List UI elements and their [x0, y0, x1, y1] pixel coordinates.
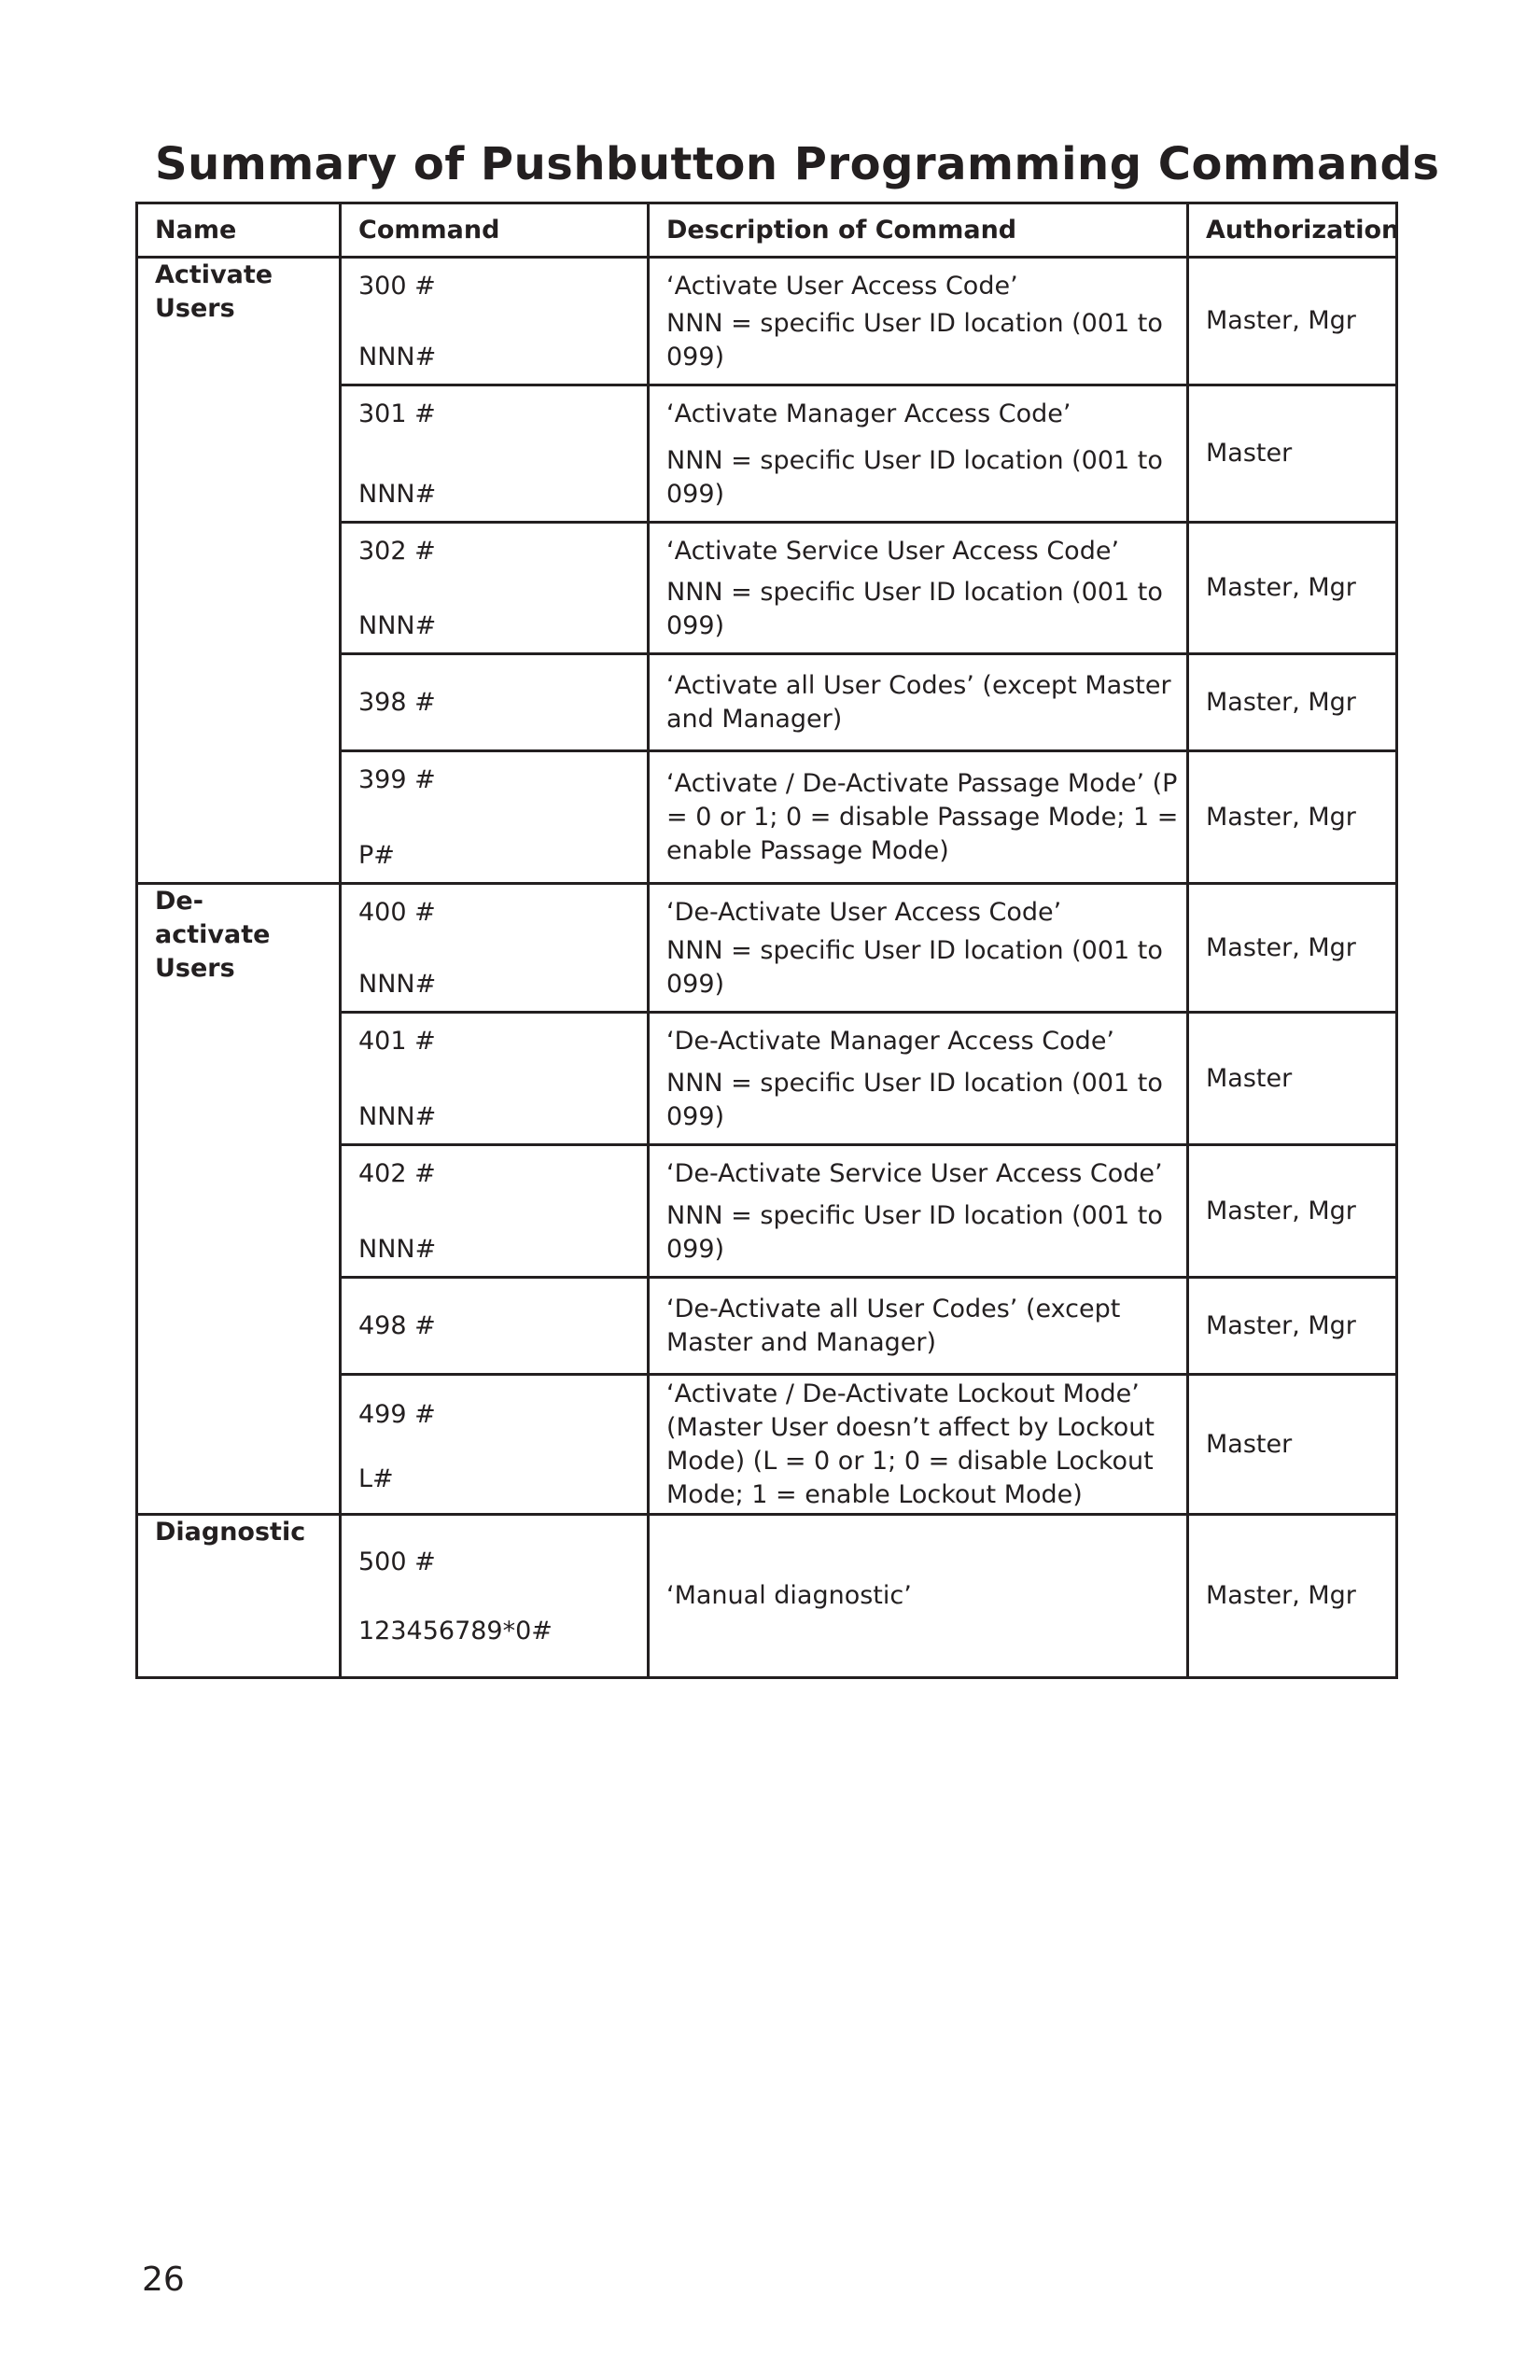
command-code: 402 # [358, 1159, 436, 1188]
group-activate-users: Activate Users [137, 258, 341, 884]
description-cell [649, 1013, 1188, 1145]
command-code: 401 # [358, 1027, 436, 1056]
table-row [137, 1515, 1397, 1678]
command-cell [341, 523, 649, 654]
page-title: Summary of Pushbutton Programming Commands [155, 138, 1440, 190]
authorization-cell: Master, Mgr [1188, 654, 1397, 751]
description-cell [649, 1278, 1188, 1375]
description-text: ‘Activate all User Codes’ (except Master and Manager) [666, 670, 1171, 734]
description-detail: NNN = specific User ID location (001 to 099) [666, 578, 1163, 640]
description-text: ‘Manual diagnostic’ [666, 1581, 912, 1610]
description-cell [649, 258, 1188, 385]
command-parameter: NNN# [358, 343, 437, 371]
command-cell [341, 1515, 649, 1678]
header-command: Command [341, 203, 649, 258]
command-code: 399 # [358, 765, 436, 794]
description-cell [649, 385, 1188, 523]
authorization-cell: Master, Mgr [1188, 1515, 1397, 1678]
command-code: 498 # [358, 1310, 436, 1340]
description-title: ‘Activate Manager Access Code’ [666, 399, 1071, 428]
group-diagnostic: Diagnostic [137, 1515, 341, 1678]
table-row [137, 258, 1397, 385]
command-cell [341, 751, 649, 884]
description-title: ‘De-Activate User Access Code’ [666, 898, 1062, 927]
command-cell [341, 1375, 649, 1515]
command-cell [341, 1278, 649, 1375]
command-cell [341, 884, 649, 1013]
authorization-cell: Master, Mgr [1188, 523, 1397, 654]
commands-table [135, 202, 1398, 1679]
description-cell [649, 654, 1188, 751]
command-parameter: NNN# [358, 480, 437, 509]
command-code: 398 # [358, 687, 436, 717]
command-code: 500 # [358, 1547, 436, 1576]
authorization-cell: Master, Mgr [1188, 1145, 1397, 1278]
command-code: 302 # [358, 537, 436, 566]
command-code: 301 # [358, 399, 436, 428]
header-name: Name [137, 203, 341, 258]
command-parameter: P# [358, 841, 395, 870]
authorization-cell: Master [1188, 385, 1397, 523]
command-parameter: NNN# [358, 1102, 437, 1131]
description-title: ‘De-Activate Manager Access Code’ [666, 1027, 1115, 1056]
header-description: Description of Command [649, 203, 1188, 258]
description-detail: NNN = specific User ID location (001 to 099) [666, 309, 1163, 371]
description-cell [649, 1375, 1188, 1515]
description-cell [649, 884, 1188, 1013]
authorization-cell: Master, Mgr [1188, 884, 1397, 1013]
table-header-row [137, 203, 1397, 258]
description-cell [649, 523, 1188, 654]
command-code: 499 # [358, 1400, 436, 1429]
command-cell [341, 1145, 649, 1278]
page-number: 26 [142, 2261, 185, 2299]
description-text: ‘Activate / De-Activate Lockout Mode’ (Master User doesn’t affect by Lockout Mode) (L = 0 or 1; 0 = disable Lockout Mode; 1 = enable Lockout Mode) [666, 1379, 1155, 1509]
description-detail: NNN = specific User ID location (001 to 099) [666, 1069, 1163, 1131]
authorization-cell: Master [1188, 1375, 1397, 1515]
description-detail: NNN = specific User ID location (001 to 099) [666, 1201, 1163, 1264]
description-text: ‘Activate / De-Activate Passage Mode’ (P = 0 or 1; 0 = disable Passage Mode; 1 = enable Passage Mode) [666, 768, 1179, 865]
description-text: ‘De-Activate all User Codes’ (except Master and Manager) [666, 1294, 1121, 1357]
authorization-cell: Master, Mgr [1188, 751, 1397, 884]
command-cell [341, 258, 649, 385]
description-title: ‘Activate User Access Code’ [666, 272, 1018, 301]
authorization-cell: Master, Mgr [1188, 1278, 1397, 1375]
command-parameter: L# [358, 1464, 394, 1493]
command-parameter: NNN# [358, 1235, 437, 1264]
table-row [137, 884, 1397, 1013]
command-cell [341, 385, 649, 523]
description-cell [649, 751, 1188, 884]
command-parameter: NNN# [358, 970, 437, 999]
description-cell [649, 1145, 1188, 1278]
description-title: ‘Activate Service User Access Code’ [666, 537, 1120, 566]
command-parameter: 123456789*0# [358, 1617, 553, 1645]
command-cell [341, 654, 649, 751]
description-detail: NNN = specific User ID location (001 to 099) [666, 446, 1163, 509]
command-cell [341, 1013, 649, 1145]
command-parameter: NNN# [358, 611, 437, 640]
authorization-cell: Master [1188, 1013, 1397, 1145]
description-detail: NNN = specific User ID location (001 to 099) [666, 936, 1163, 999]
header-authorization: Authorization [1188, 203, 1397, 258]
description-cell [649, 1515, 1188, 1678]
authorization-cell: Master, Mgr [1188, 258, 1397, 385]
command-code: 300 # [358, 272, 436, 301]
command-code: 400 # [358, 898, 436, 927]
group-deactivate-users: De-activate Users [137, 884, 341, 1515]
description-title: ‘De-Activate Service User Access Code’ [666, 1159, 1163, 1188]
